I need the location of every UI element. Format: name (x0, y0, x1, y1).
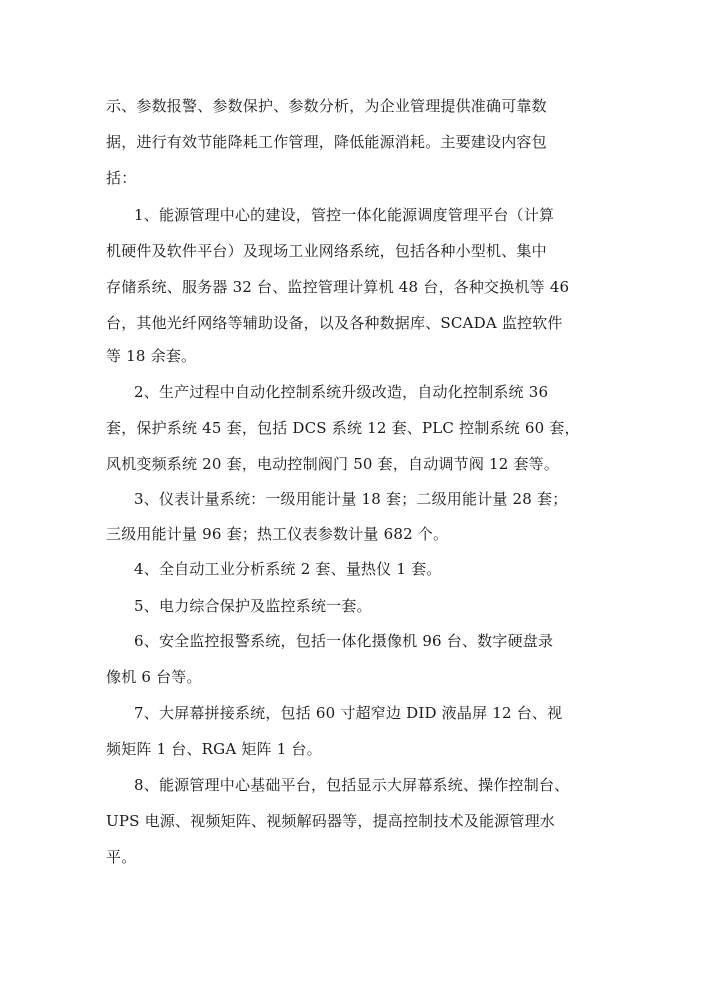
item-7-line-2: 频矩阵 1 台、RGA 矩阵 1 台。 (106, 740, 322, 758)
item-1-line-3: 存储系统、服务器 32 台、监控管理计算机 48 台，各种交换机等 46 (106, 278, 570, 296)
item-1-line-1: 1、能源管理中心的建设，管控一体化能源调度管理平台（计算 (134, 206, 555, 224)
item-4-line-1: 4、全自动工业分析系统 2 套、量热仪 1 套。 (134, 560, 442, 578)
text-line-3: 括： (106, 169, 137, 187)
item-1-line-2: 机硬件及软件平台）及现场工业网络系统，包括各种小型机、集中 (106, 242, 547, 260)
item-8-line-1: 8、能源管理中心基础平台，包括显示大屏幕系统、操作控制台、 (134, 776, 570, 794)
item-3-line-2: 三级用能计量 96 套；热工仪表参数计量 682 个。 (106, 525, 449, 543)
item-7-line-1: 7、大屏幕拼接系统，包括 60 寸超窄边 DID 液晶屏 12 台、视 (134, 704, 563, 722)
item-3-line-1: 3、仪表计量系统：一级用能计量 18 套；二级用能计量 28 套； (134, 490, 568, 508)
text-line-1: 示、参数报警、参数保护、参数分析，为企业管理提供准确可靠数 (106, 97, 547, 115)
item-1-line-5: 等 18 余套。 (106, 347, 197, 365)
item-8-line-2: UPS 电源、视频矩阵、视频解码器等，提高控制技术及能源管理水 (106, 812, 555, 830)
item-6-line-2: 像机 6 台等。 (106, 668, 202, 686)
text-line-2: 据，进行有效节能降耗工作管理，降低能源消耗。主要建设内容包 (106, 133, 547, 151)
item-1-line-4: 台，其他光纤网络等辅助设备，以及各种数据库、SCADA 监控软件 (106, 314, 563, 332)
item-5-line-1: 5、电力综合保护及监控系统一套。 (134, 597, 372, 615)
item-6-line-1: 6、安全监控报警系统，包括一体化摄像机 96 台、数字硬盘录 (134, 632, 554, 650)
item-2-line-3: 风机变频系统 20 套，电动控制阀门 50 套，自动调节阀 12 套等。 (106, 455, 560, 473)
item-2-line-1: 2、生产过程中自动化控制系统升级改造，自动化控制系统 36 (134, 383, 549, 401)
item-8-line-3: 平。 (106, 848, 137, 866)
item-2-line-2: 套，保护系统 45 套，包括 DCS 系统 12 套、PLC 控制系统 60 套， (106, 419, 580, 437)
